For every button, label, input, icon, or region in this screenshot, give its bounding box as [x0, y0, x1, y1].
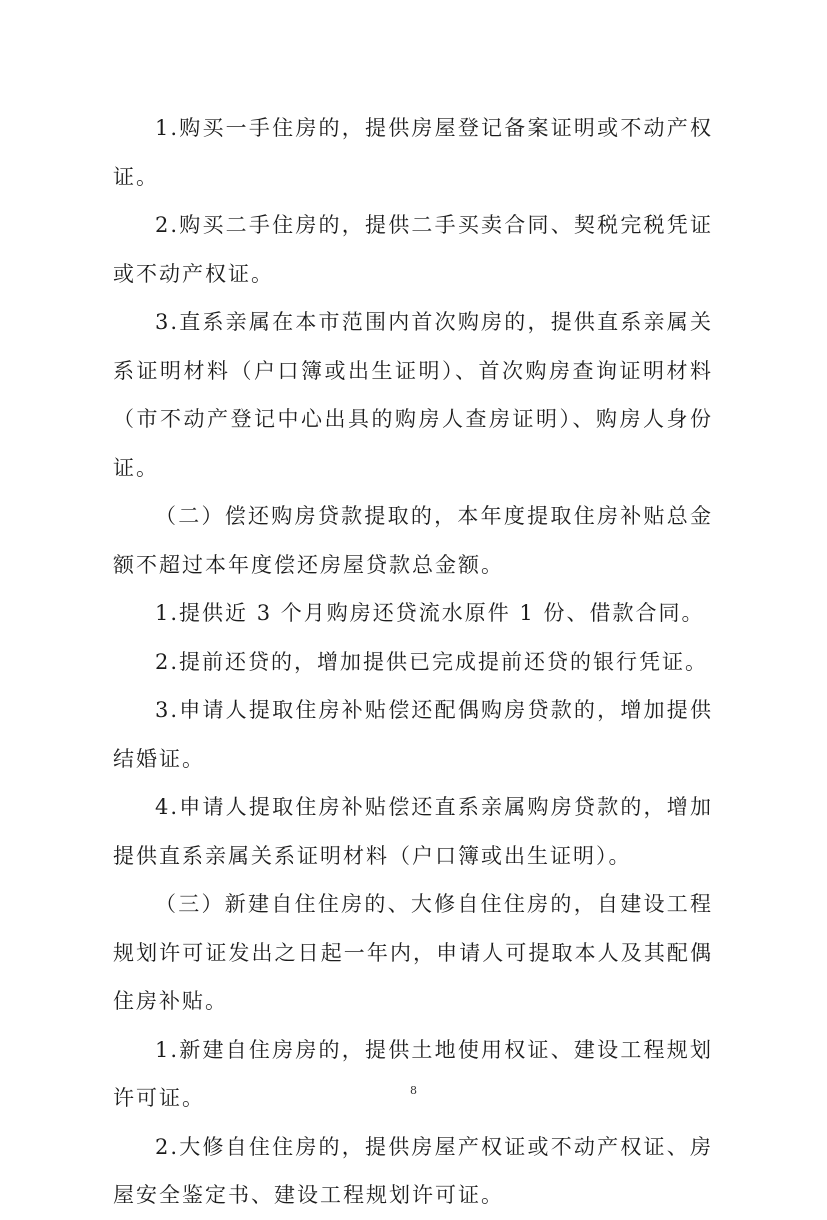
paragraph-purchase-new-house: 1.购买一手住房的，提供房屋登记备案证明或不动产权证。 — [113, 116, 713, 189]
page-number: 8 — [410, 1084, 417, 1097]
paragraph-early-repayment: 2.提前还贷的，增加提供已完成提前还贷的银行凭证。 — [155, 649, 709, 674]
paragraph-purchase-second-hand-house: 2.购买二手住房的，提供二手买卖合同、契税完税凭证或不动产权证。 — [113, 213, 713, 286]
paragraph-loan-statement: 1.提供近 3 个月购房还贷流水原件 1 份、借款合同。 — [155, 601, 705, 625]
paragraph-section-two-loan-repayment: （二）偿还购房贷款提取的，本年度提取住房补贴总金额不超过本年度偿还房屋贷款总金额。 — [113, 504, 713, 577]
paragraph-relative-loan: 4.申请人提取住房补贴偿还直系亲属购房贷款的，增加提供直系亲属关系证明材料（户口簿或出生证明）。 — [113, 795, 713, 868]
paragraph-relative-first-purchase: 3.直系亲属在本市范围内首次购房的，提供直系亲属关系证明材料（户口簿或出生证明）、首次购房查询证明材料（市不动产登记中心出具的购房人查房证明）、购房人身份证。 — [113, 310, 713, 480]
paragraph-major-repair: 2.大修自住住房的，提供房屋产权证或不动产权证、房屋安全鉴定书、建设工程规划许可证。 — [113, 1134, 713, 1207]
paragraph-new-build: 1.新建自住房房的，提供土地使用权证、建设工程规划许可证。 — [113, 1037, 713, 1110]
paragraph-section-three-self-built: （三）新建自住住房的、大修自住住房的，自建设工程规划许可证发出之日起一年内，申请人可提取本人及其配偶住房补贴。 — [113, 892, 713, 1013]
paragraph-spouse-loan: 3.申请人提取住房补贴偿还配偶购房贷款的，增加提供结婚证。 — [113, 698, 713, 771]
document-body — [113, 104, 713, 1220]
